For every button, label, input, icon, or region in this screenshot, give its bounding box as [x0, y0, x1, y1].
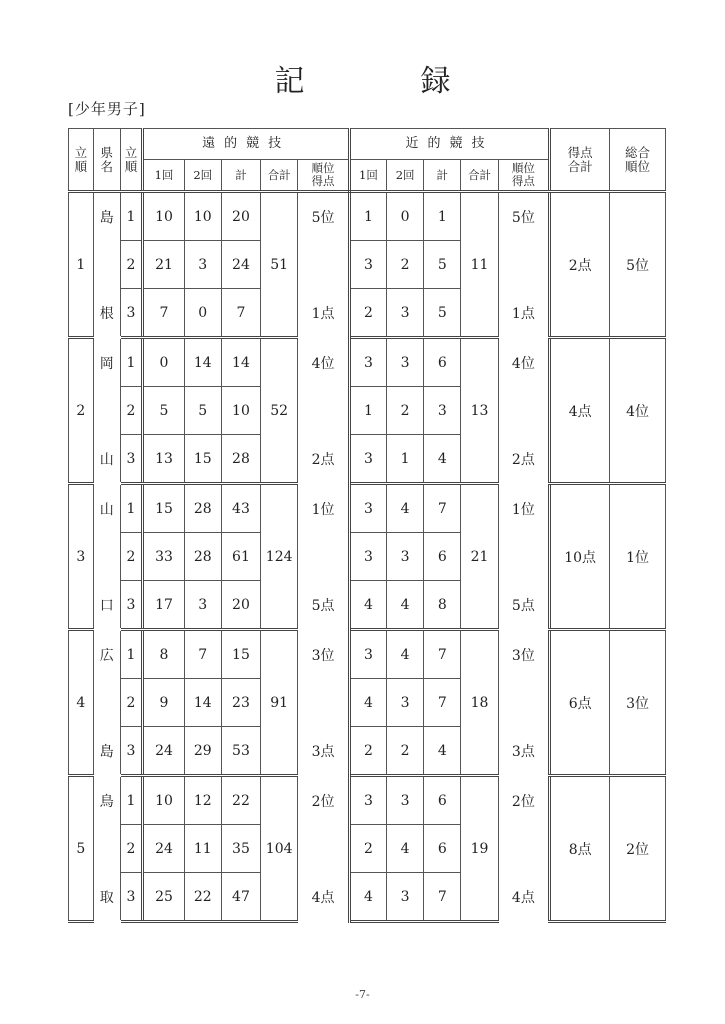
short-rank: 2位 — [498, 776, 550, 825]
short-points: 1点 — [498, 289, 550, 338]
short-kei: 7 — [424, 679, 461, 727]
short-round1: 3 — [349, 435, 386, 484]
short-rank: 1位 — [498, 484, 550, 533]
long-round1: 10 — [143, 776, 184, 825]
long-kei: 22 — [221, 776, 260, 825]
long-round2: 7 — [184, 630, 221, 679]
header-long-kei: 計 — [221, 160, 260, 192]
results-table — [68, 128, 666, 923]
short-round2: 4 — [387, 825, 424, 873]
short-round2: 4 — [387, 581, 424, 630]
long-kei: 10 — [221, 387, 260, 435]
short-round1: 4 — [349, 873, 386, 922]
long-round2: 28 — [184, 533, 221, 581]
header-short-kei: 計 — [424, 160, 461, 192]
prefecture-char — [93, 533, 120, 581]
long-points: 2点 — [298, 435, 350, 484]
member-number: 2 — [120, 825, 143, 873]
prefecture-char — [93, 387, 120, 435]
long-points — [298, 533, 350, 581]
long-points — [298, 679, 350, 727]
header-long-range: 遠的競技 — [143, 129, 350, 160]
long-round2: 28 — [184, 484, 221, 533]
long-kei: 61 — [221, 533, 260, 581]
long-round2: 0 — [184, 289, 221, 338]
short-round1: 3 — [349, 776, 386, 825]
short-kei: 7 — [424, 630, 461, 679]
short-kei: 8 — [424, 581, 461, 630]
short-kei: 5 — [424, 241, 461, 289]
prefecture-char: 鳥 — [93, 776, 120, 825]
prefecture-char: 広 — [93, 630, 120, 679]
short-points: 4点 — [498, 873, 550, 922]
table-row — [69, 338, 666, 387]
short-round1: 2 — [349, 727, 386, 776]
short-points: 3点 — [498, 727, 550, 776]
long-round2: 11 — [184, 825, 221, 873]
long-round1: 24 — [143, 727, 184, 776]
long-round2: 15 — [184, 435, 221, 484]
long-round1: 17 — [143, 581, 184, 630]
long-round1: 5 — [143, 387, 184, 435]
member-number: 3 — [120, 581, 143, 630]
short-points — [498, 825, 550, 873]
short-kei: 4 — [424, 435, 461, 484]
long-round2: 10 — [184, 192, 221, 241]
prefecture-char: 島 — [93, 192, 120, 241]
short-goukei: 11 — [461, 192, 498, 338]
table-row — [69, 630, 666, 679]
short-kei: 6 — [424, 338, 461, 387]
long-round1: 24 — [143, 825, 184, 873]
long-round1: 25 — [143, 873, 184, 922]
team-order: 1 — [69, 192, 94, 338]
prefecture-char: 島 — [93, 727, 120, 776]
short-goukei: 21 — [461, 484, 498, 630]
short-kei: 6 — [424, 533, 461, 581]
short-kei: 6 — [424, 776, 461, 825]
member-number: 1 — [120, 776, 143, 825]
long-kei: 47 — [221, 873, 260, 922]
short-round2: 4 — [387, 630, 424, 679]
overall-rank: 2位 — [610, 776, 666, 922]
team-order: 2 — [69, 338, 94, 484]
category-label: [少年男子] — [68, 100, 146, 118]
header-short-round1: 1回 — [349, 160, 386, 192]
long-kei: 24 — [221, 241, 260, 289]
short-points — [498, 387, 550, 435]
long-round1: 10 — [143, 192, 184, 241]
team-order: 3 — [69, 484, 94, 630]
long-rank: 1位 — [298, 484, 350, 533]
long-goukei: 91 — [261, 630, 298, 776]
points-total: 2点 — [550, 192, 610, 338]
short-round2: 3 — [387, 533, 424, 581]
header-long-round1: 1回 — [143, 160, 184, 192]
member-number: 1 — [120, 338, 143, 387]
prefecture-char — [93, 679, 120, 727]
member-number: 1 — [120, 192, 143, 241]
long-goukei: 51 — [261, 192, 298, 338]
prefecture-char: 取 — [93, 873, 120, 922]
header-prefecture: 県 名 — [93, 129, 120, 192]
short-round1: 2 — [349, 289, 386, 338]
member-number: 2 — [120, 241, 143, 289]
long-points: 3点 — [298, 727, 350, 776]
prefecture-char: 岡 — [93, 338, 120, 387]
member-number: 3 — [120, 873, 143, 922]
header-overall-rank: 総合 順位 — [610, 129, 666, 192]
prefecture-char — [93, 825, 120, 873]
member-number: 3 — [120, 289, 143, 338]
team-order: 5 — [69, 776, 94, 922]
short-round1: 4 — [349, 581, 386, 630]
long-kei: 23 — [221, 679, 260, 727]
team-order: 4 — [69, 630, 94, 776]
long-round1: 9 — [143, 679, 184, 727]
short-rank: 5位 — [498, 192, 550, 241]
table-row — [69, 192, 666, 241]
member-number: 3 — [120, 727, 143, 776]
long-round1: 33 — [143, 533, 184, 581]
long-points: 4点 — [298, 873, 350, 922]
long-points: 5点 — [298, 581, 350, 630]
header-long-rank-points: 順位 得点 — [298, 160, 350, 192]
long-rank: 5位 — [298, 192, 350, 241]
long-rank: 2位 — [298, 776, 350, 825]
short-round1: 3 — [349, 241, 386, 289]
long-round2: 14 — [184, 679, 221, 727]
long-round1: 13 — [143, 435, 184, 484]
short-round1: 2 — [349, 825, 386, 873]
member-number: 2 — [120, 679, 143, 727]
short-rank: 3位 — [498, 630, 550, 679]
overall-rank: 4位 — [610, 338, 666, 484]
short-round2: 2 — [387, 241, 424, 289]
short-round2: 0 — [387, 192, 424, 241]
member-number: 3 — [120, 435, 143, 484]
long-round1: 8 — [143, 630, 184, 679]
table-row — [69, 484, 666, 533]
long-goukei: 124 — [261, 484, 298, 630]
points-total: 4点 — [550, 338, 610, 484]
overall-rank: 5位 — [610, 192, 666, 338]
member-number: 2 — [120, 533, 143, 581]
long-points: 1点 — [298, 289, 350, 338]
short-goukei: 13 — [461, 338, 498, 484]
long-kei: 14 — [221, 338, 260, 387]
short-round2: 3 — [387, 776, 424, 825]
short-points — [498, 533, 550, 581]
short-kei: 4 — [424, 727, 461, 776]
long-goukei: 104 — [261, 776, 298, 922]
member-number: 1 — [120, 630, 143, 679]
long-kei: 53 — [221, 727, 260, 776]
short-round2: 3 — [387, 338, 424, 387]
short-round2: 4 — [387, 484, 424, 533]
results-body — [69, 192, 666, 922]
short-kei: 1 — [424, 192, 461, 241]
short-round2: 3 — [387, 873, 424, 922]
short-round1: 1 — [349, 192, 386, 241]
short-points — [498, 679, 550, 727]
short-round1: 3 — [349, 630, 386, 679]
short-kei: 6 — [424, 825, 461, 873]
long-rank: 4位 — [298, 338, 350, 387]
long-round1: 21 — [143, 241, 184, 289]
long-round2: 12 — [184, 776, 221, 825]
header-member-order: 立 順 — [120, 129, 143, 192]
short-points: 5点 — [498, 581, 550, 630]
header-points-total: 得点 合計 — [550, 129, 610, 192]
long-round2: 22 — [184, 873, 221, 922]
points-total: 10点 — [550, 484, 610, 630]
header-long-goukei: 合計 — [261, 160, 298, 192]
short-round1: 3 — [349, 338, 386, 387]
long-round2: 29 — [184, 727, 221, 776]
short-kei: 3 — [424, 387, 461, 435]
long-points — [298, 387, 350, 435]
short-round1: 3 — [349, 484, 386, 533]
prefecture-char: 根 — [93, 289, 120, 338]
header-short-range: 近的競技 — [349, 129, 549, 160]
long-kei: 43 — [221, 484, 260, 533]
prefecture-char: 山 — [93, 435, 120, 484]
overall-rank: 1位 — [610, 484, 666, 630]
long-points — [298, 241, 350, 289]
long-round2: 3 — [184, 581, 221, 630]
short-kei: 5 — [424, 289, 461, 338]
short-round1: 1 — [349, 387, 386, 435]
short-kei: 7 — [424, 873, 461, 922]
long-kei: 35 — [221, 825, 260, 873]
long-kei: 7 — [221, 289, 260, 338]
header-short-round2: 2回 — [387, 160, 424, 192]
member-number: 1 — [120, 484, 143, 533]
page-number: -7- — [355, 988, 370, 1001]
long-kei: 15 — [221, 630, 260, 679]
prefecture-char: 口 — [93, 581, 120, 630]
points-total: 6点 — [550, 630, 610, 776]
points-total: 8点 — [550, 776, 610, 922]
table-row — [69, 776, 666, 825]
long-points — [298, 825, 350, 873]
long-round2: 5 — [184, 387, 221, 435]
short-round2: 2 — [387, 387, 424, 435]
long-round2: 3 — [184, 241, 221, 289]
header-short-rank-points: 順位 得点 — [498, 160, 550, 192]
short-round2: 3 — [387, 289, 424, 338]
page-title — [0, 56, 725, 100]
long-kei: 28 — [221, 435, 260, 484]
long-rank: 3位 — [298, 630, 350, 679]
header-long-round2: 2回 — [184, 160, 221, 192]
long-round1: 7 — [143, 289, 184, 338]
short-kei: 7 — [424, 484, 461, 533]
prefecture-char — [93, 241, 120, 289]
short-rank: 4位 — [498, 338, 550, 387]
overall-rank: 3位 — [610, 630, 666, 776]
member-number: 2 — [120, 387, 143, 435]
short-points: 2点 — [498, 435, 550, 484]
long-round1: 0 — [143, 338, 184, 387]
long-round2: 14 — [184, 338, 221, 387]
short-goukei: 19 — [461, 776, 498, 922]
long-goukei: 52 — [261, 338, 298, 484]
title-char-left: 記 — [274, 64, 305, 99]
title-char-right: 録 — [420, 64, 451, 99]
short-round1: 4 — [349, 679, 386, 727]
short-round2: 3 — [387, 679, 424, 727]
short-goukei: 18 — [461, 630, 498, 776]
short-round2: 2 — [387, 727, 424, 776]
short-round2: 1 — [387, 435, 424, 484]
long-kei: 20 — [221, 581, 260, 630]
header-order: 立 順 — [69, 129, 94, 192]
long-kei: 20 — [221, 192, 260, 241]
prefecture-char: 山 — [93, 484, 120, 533]
short-points — [498, 241, 550, 289]
long-round1: 15 — [143, 484, 184, 533]
header-short-goukei: 合計 — [461, 160, 498, 192]
short-round1: 3 — [349, 533, 386, 581]
